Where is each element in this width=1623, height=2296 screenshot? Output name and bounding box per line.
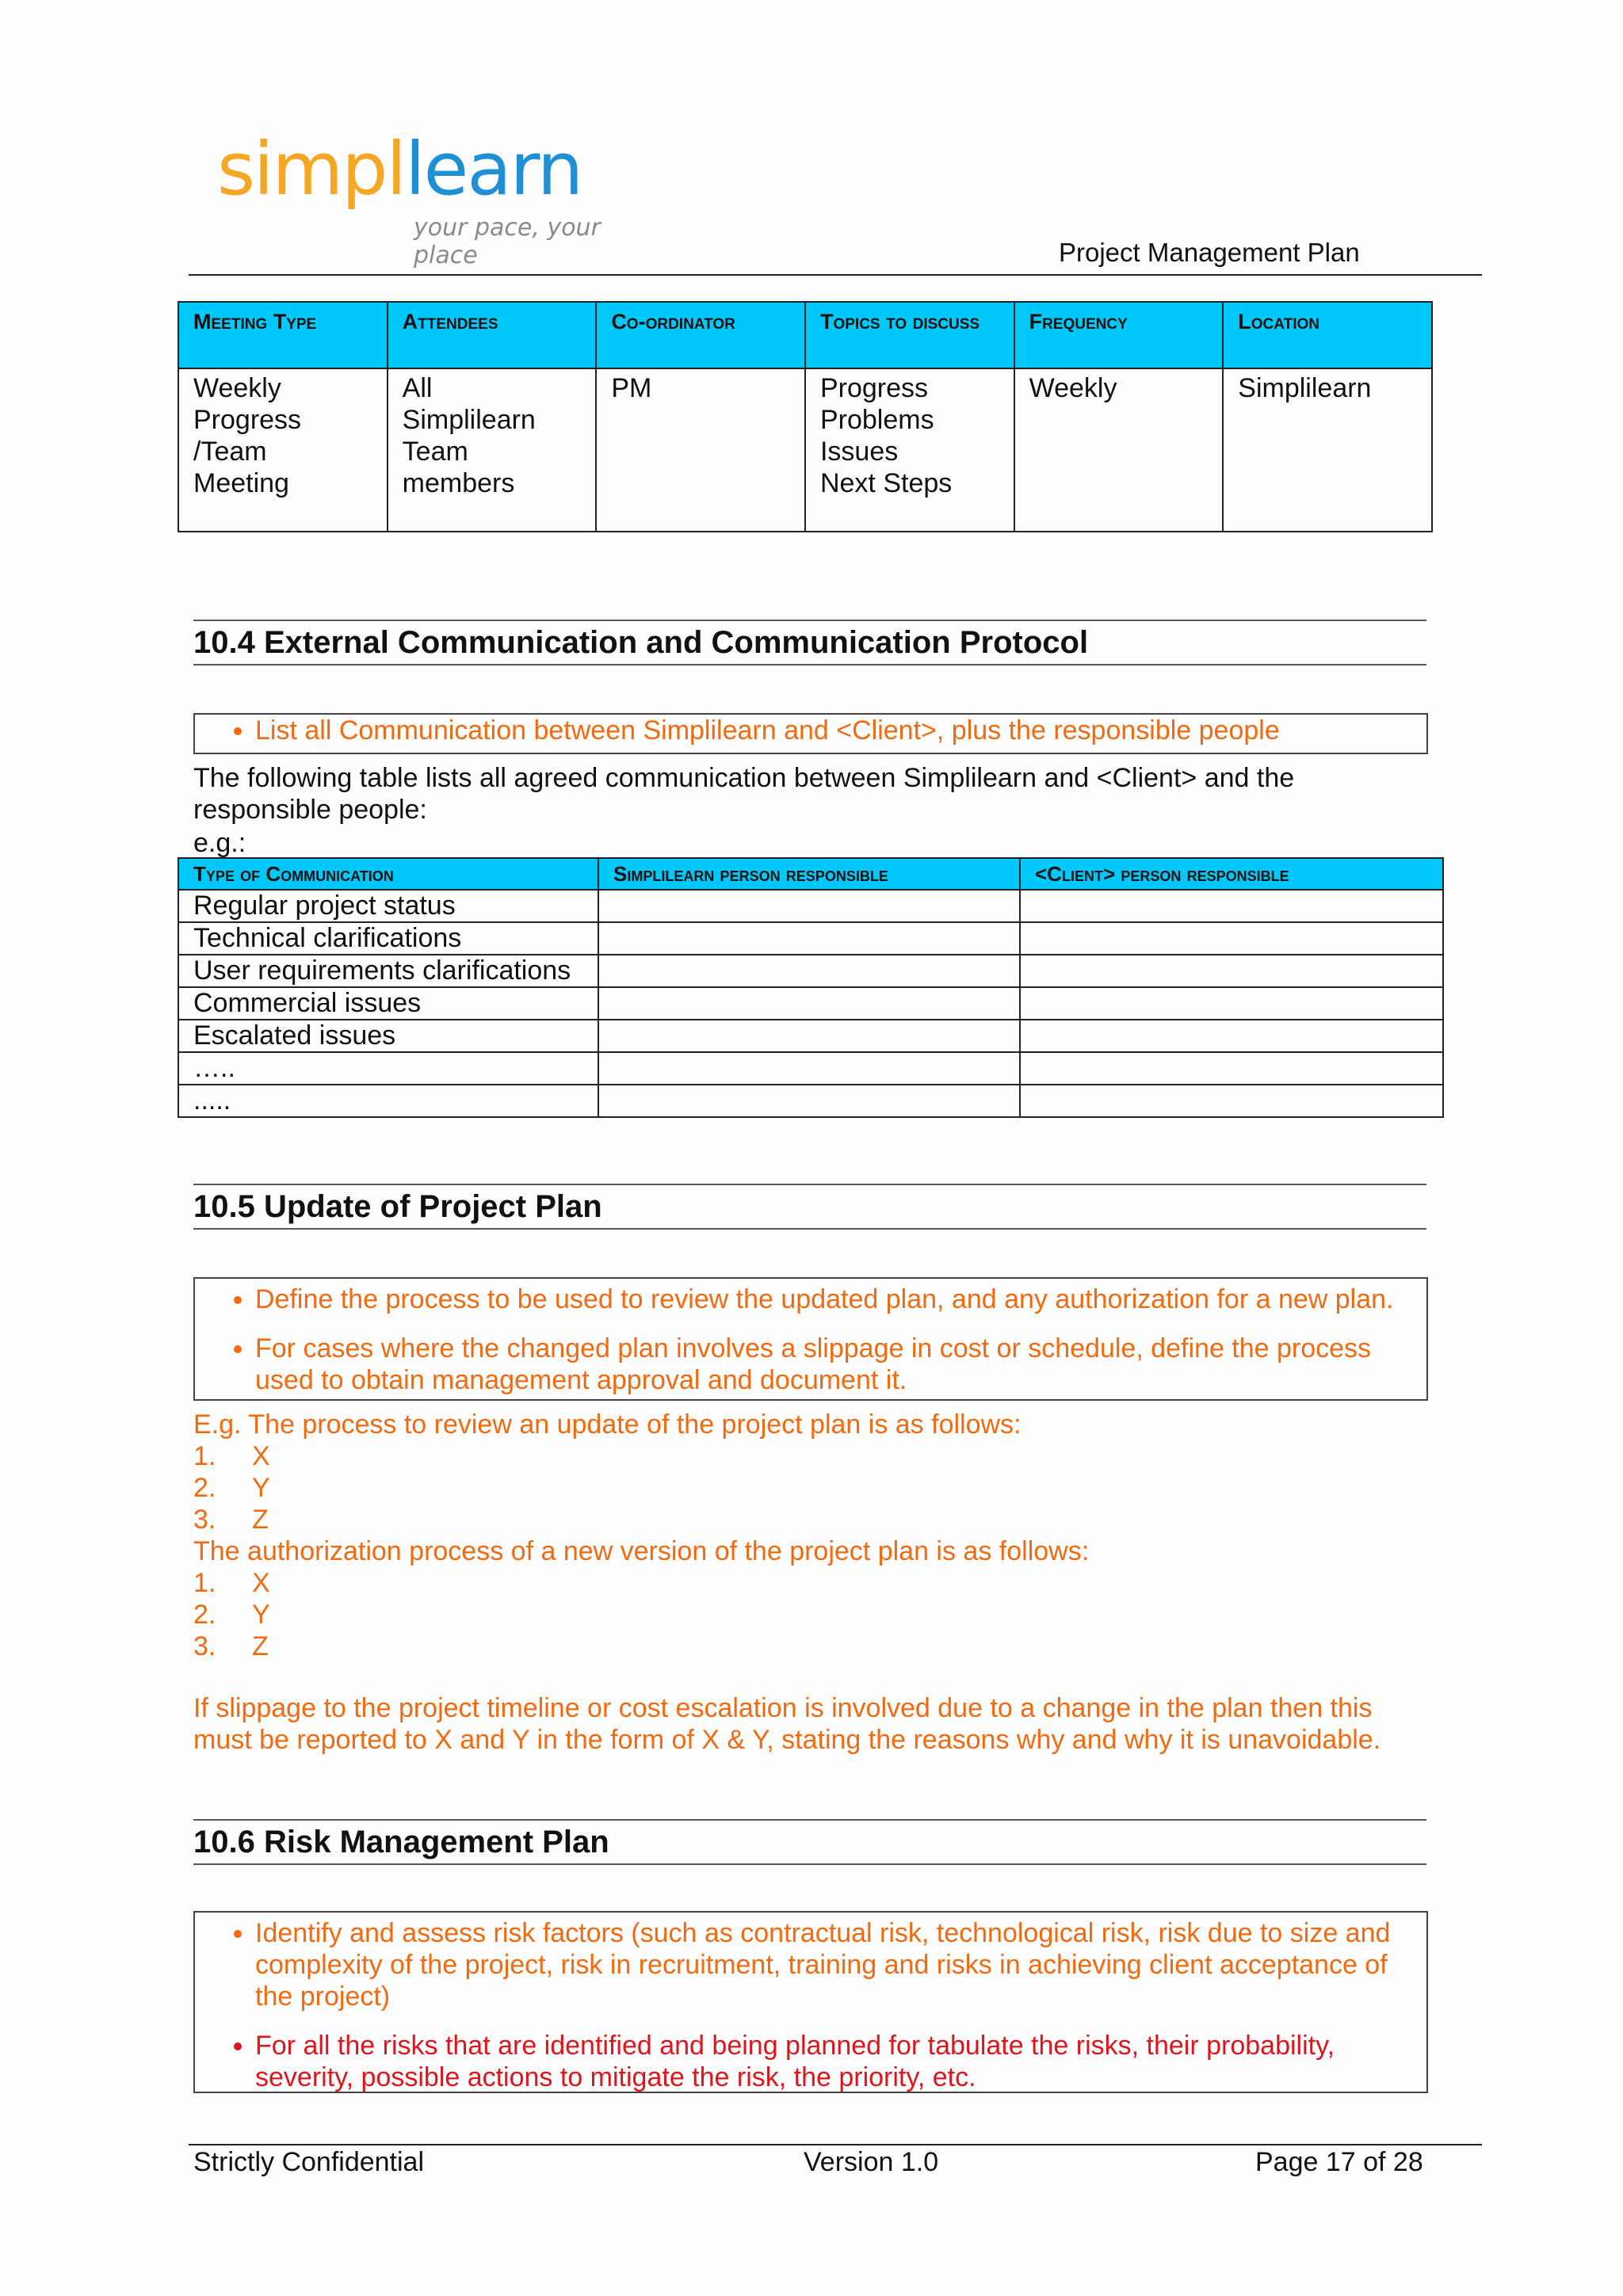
list-item: 3. Z (193, 1505, 269, 1535)
header-rule (189, 274, 1482, 276)
communication-table (178, 857, 1444, 1118)
table-cell: Technical clarifications (178, 922, 598, 955)
review-steps-list (193, 1440, 270, 1535)
table-header-cell: Type of Communication (178, 858, 598, 890)
table-row (178, 890, 1443, 922)
logo-text-part1: simpl (217, 127, 406, 212)
footer-rule (189, 2144, 1482, 2145)
table-row (178, 987, 1443, 1020)
table-header-cell: Topics to discuss (805, 302, 1014, 368)
table-row (178, 1020, 1443, 1052)
section-heading-10-4 (193, 620, 1426, 666)
section-heading-10-5 (193, 1184, 1426, 1230)
list-item: 1. X (193, 1441, 270, 1471)
table-cell: User requirements clarifications (178, 955, 598, 987)
table-header-cell: Location (1223, 302, 1432, 368)
table-header-cell: Meeting Type (178, 302, 388, 368)
table-header-cell: Simplilearn person responsible (598, 858, 1020, 890)
table-cell: PM (596, 368, 805, 532)
meeting-table (178, 301, 1433, 532)
table-cell: Weekly Progress /Team Meeting (178, 368, 388, 532)
list-item: 1. X (193, 1568, 270, 1598)
instruction-bullet: • List all Communication between Simplilearn and <Client>, plus the responsible people (255, 715, 1411, 746)
communication-intro: The following table lists all agreed communication between Simplilearn and <Client> and the responsible people: (193, 763, 1295, 825)
table-row (178, 368, 1432, 532)
table-header-cell: Attendees (388, 302, 597, 368)
table-row (178, 1052, 1443, 1085)
logo-text-part2: learn (405, 127, 582, 212)
section-title: 10.5 Update of Project Plan (193, 1189, 602, 1224)
section-heading-10-6 (193, 1819, 1426, 1865)
table-row (178, 922, 1443, 955)
table-row (178, 955, 1443, 987)
instruction-box-10-5 (193, 1277, 1428, 1401)
eg-label: e.g.: (193, 828, 246, 858)
slippage-note: If slippage to the project timeline or cost escalation is involved due to a change in the plan then this must be reported to X and Y in the form of X & Y, stating the reasons why and why it is unavoidable. (193, 1693, 1381, 1755)
simplilearn-logo (217, 127, 661, 269)
auth-intro: The authorization process of a new version of the project plan is as follows: (193, 1536, 1090, 1566)
list-item: 2. Y (193, 1600, 270, 1630)
auth-steps-list (193, 1567, 270, 1662)
instruction-box-10-4 (193, 713, 1428, 754)
footer-confidential: Strictly Confidential (193, 2147, 425, 2177)
table-cell: All Simplilearn Team members (388, 368, 597, 532)
instruction-bullet: • Define the process to be used to review the updated plan, and any authorization for a new plan. (255, 1283, 1411, 1315)
table-cell: Regular project status (178, 890, 598, 922)
footer-page-number: Page 17 of 28 (1255, 2147, 1423, 2177)
table-cell: Simplilearn (1223, 368, 1432, 532)
table-cell: ….. (178, 1052, 598, 1085)
instruction-bullet: • For cases where the changed plan involves a slippage in cost or schedule, define the process used to obtain management approval and document it. (255, 1333, 1411, 1396)
table-cell: Weekly (1014, 368, 1224, 532)
instruction-bullet-red: • For all the risks that are identified and being planned for tabulate the risks, their probability, severity, possible actions to mitigate the risk, the priority, etc. (255, 2030, 1411, 2093)
document-title: Project Management Plan (1059, 238, 1360, 267)
table-cell: Escalated issues (178, 1020, 598, 1052)
logo-tagline: your pace, your place (414, 214, 601, 269)
section-title: 10.4 External Communication and Communication Protocol (193, 625, 1089, 660)
footer-version: Version 1.0 (804, 2147, 939, 2177)
list-item: 3. Z (193, 1631, 269, 1661)
table-header-cell: Co-ordinator (596, 302, 805, 368)
table-cell: Progress Problems Issues Next Steps (805, 368, 1014, 532)
list-item: 2. Y (193, 1473, 270, 1503)
instruction-box-10-6 (193, 1911, 1428, 2093)
table-row (178, 1085, 1443, 1117)
instruction-bullet: • Identify and assess risk factors (such as contractual risk, technological risk, risk due to size and complexity of the project, risk in recruitment, training and risks in achieving client acceptance of the project) (255, 1917, 1411, 2012)
review-intro: E.g. The process to review an update of the project plan is as follows: (193, 1409, 1022, 1440)
table-cell: ..... (178, 1085, 598, 1117)
table-cell: Commercial issues (178, 987, 598, 1020)
table-header-cell: <Client> person responsible (1020, 858, 1443, 890)
section-title: 10.6 Risk Management Plan (193, 1825, 609, 1859)
table-header-cell: Frequency (1014, 302, 1224, 368)
